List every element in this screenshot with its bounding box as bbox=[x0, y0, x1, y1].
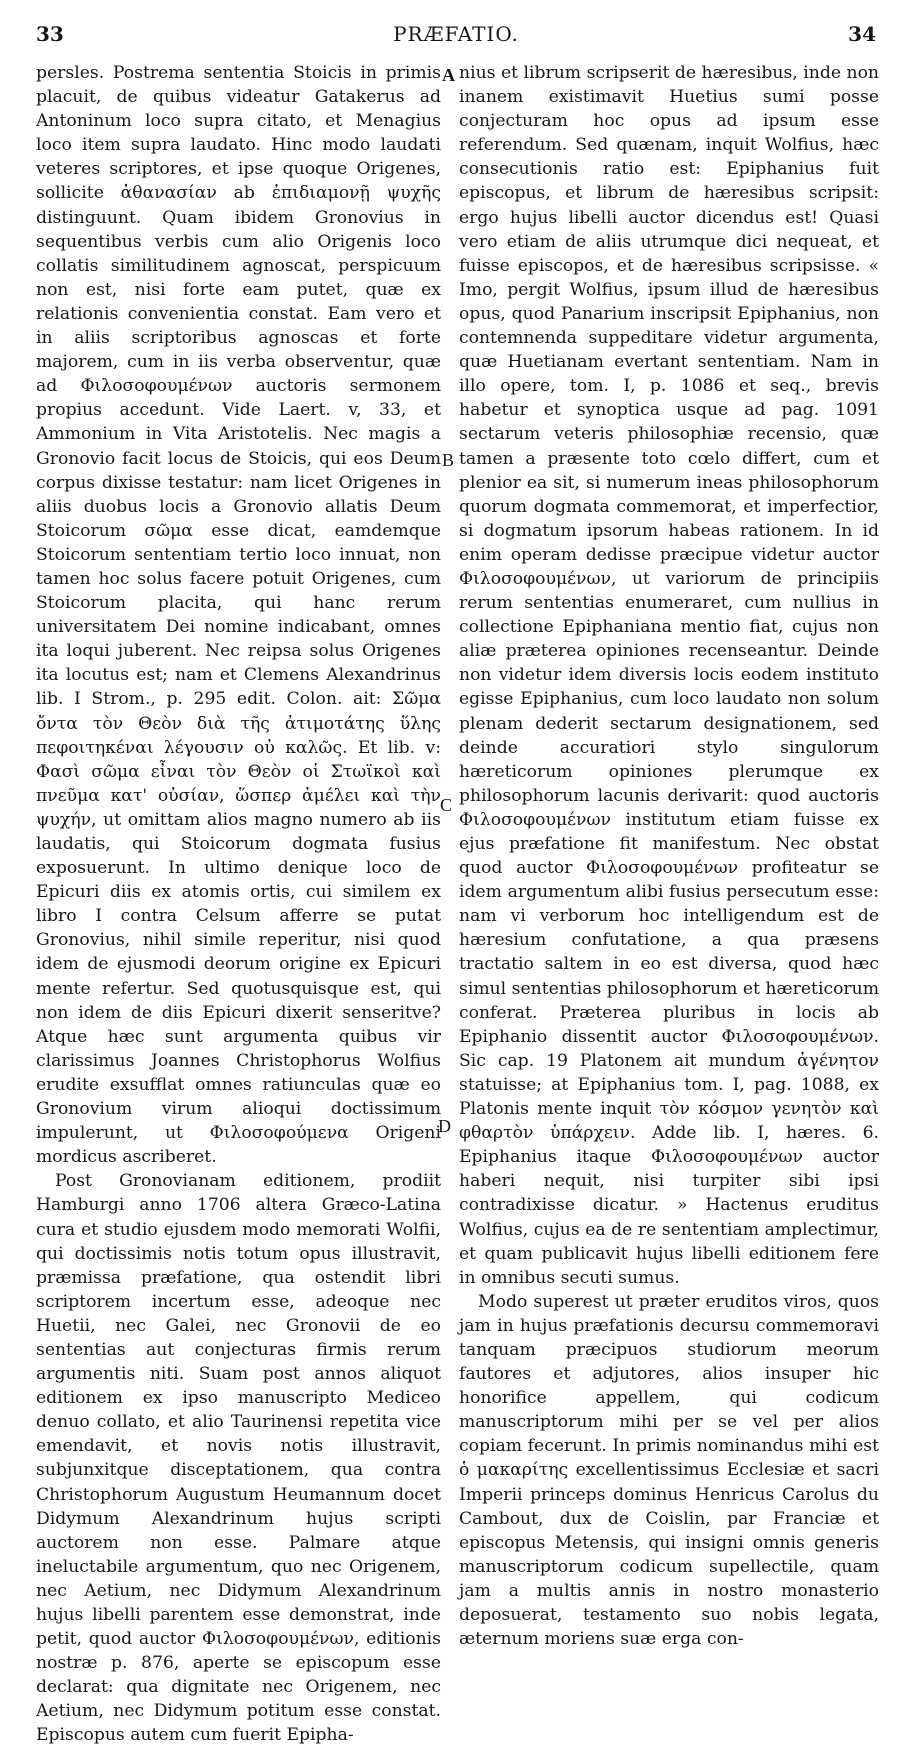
right-paragraph-1: nius et librum scripserit de hæresibus, inde non inanem existimavit Huetius sumi posse conjecturam hoc opus ad ipsum esse referendum. Sed quænam, inquit Wolfius, hæc consecutionis ratio est: Epiphanius fuit episcopus, et librum de hæresibus scripsit: ergo hujus libelli auctor dicendus est! Quasi vero etiam de aliis utrumque dici nequeat, et fuisse episcopos, et de hæresibus scripsisse. « Imo, pergit Wolfius, ipsum illud de hæresibus opus, quod Panarium inscripsit Epiphanius, non contemnenda suppeditare videtur argumenta, quæ Huetianam evertant sententiam. Nam in illo opere, tom. I, p. 1086 et seq., brevis habetur et synoptica usque ad pag. 1091 sectarum veteris philosophiæ recensio, quæ tamen a præsente toto cœlo differt, cum et plenior ea sit, si numerum ineas philosophorum quorum dogmata commemorat, et imperfectior, si dogmatum ipsorum habeas rationem. In id enim operam dedisse præcipue videtur auctor Φιλοσοφουμένων, ut variorum de principiis rerum sententias enumeraret, cum nullius in collectione Epiphaniana mentio fiat, cujus non aliæ præterea opiniones recenseantur. Deinde non videtur idem diversis locis eodem instituto egisse Epiphanius, cum loco laudato non solum plenam dederit sectarum designationem, sed deinde accuratiori stylo singulorum hæreticorum opiniones plerumque ex philosophorum lacunis derivarit: quod auctoris Φιλοσοφουμένων institutum etiam fuisse ex ejus præfatione fit manifestum. Nec obstat quod auctor Φιλοσοφουμένων profiteatur se idem argumentum alibi fusius persecutum esse: nam vi verborum hoc intelligendum est de hæresium confutatione, a qua præsens tractatio saltem in eo est diversa, quod hæc simul sententias philosophorum et hæreticorum conferat. Præterea pluribus in locis ab Epiphanio dissentit auctor Φιλοσοφουμένων. Sic cap. 19 Platonem ait mundum ἀγένητον statuisse; at Epiphanius tom. I, pag. 1088, ex Platonis mente inquit τὸν κόσμον γενητὸν καὶ φθαρτὸν ὑπάρχειν. Adde lib. I, hæres. 6. Epiphanius itaque Φιλοσοφουμένων auctor haberi nequit, nisi turpiter sibi ipsi contradixisse dicatur. » Hactenus eruditus Wolfius, cujus ea de re sententiam amplectimur, et quam publicavit hujus libelli editionem fere in omnibus secuti sumus. bbox=[459, 63, 879, 1288]
right-column bbox=[459, 61, 879, 1651]
left-column bbox=[36, 61, 441, 1748]
margin-letter-c: C bbox=[440, 795, 453, 815]
page-number-left: 33 bbox=[36, 22, 64, 46]
margin-letter-b: B bbox=[442, 450, 455, 470]
left-paragraph-2: Post Gronovianam editionem, prodiit Hamburgi anno 1706 altera Græco-Latina cura et studio ejusdem modo memorati Wolfii, qui doctissimis notis totum opus illustravit, præmissa præfatione, qua ostendit libri scriptorem incertum esse, adeoque nec Huetii, nec Galei, nec Gronovii de eo sententias aut conjecturas firmis rerum argumentis niti. Suam post annos aliquot editionem ex ipso manuscripto Mediceo denuo collato, et alio Taurinensi repetita vice emendavit, et novis notis illustravit, subjunxitque disceptationem, qua contra Christophorum Augustum Heumannum docet Didymum Alexandrinum hujus scripti auctorem non esse. Palmare atque ineluctabile argumentum, quo nec Origenem, nec Aetium, nec Didymum Alexandrinum hujus libelli parentem esse demonstrat, inde petit, quod auctor Φιλοσοφουμένων, editionis nostræ p. 876, aperte se episcopum esse declarat: qua dignitate nec Origenem, nec Aetium, nec Didymum potitum esse constat. Episcopus autem cum fuerit Epipha- bbox=[36, 1171, 441, 1746]
running-header bbox=[36, 22, 876, 52]
margin-letter-d: D bbox=[438, 1116, 451, 1136]
margin-letter-a: A bbox=[442, 65, 455, 85]
page-number-right: 34 bbox=[848, 22, 876, 46]
running-title: PRÆFATIO. bbox=[393, 22, 519, 46]
left-paragraph-1: persles. Postrema sententia Stoicis in primis placuit, de quibus videatur Gatakerus ad Antoninum loco supra citato, et Menagius loco item supra laudato. Hinc modo laudati veteres scriptores, et ipse quoque Origenes, sollicite ἀθανασίαν ab ἐπιδιαμονῇ ψυχῆς distinguunt. Quam ibidem Gronovius in sequentibus verbis cum alio Origenis loco collatis similitudinem agnoscat, perspicuum non est, nisi forte eam putet, quæ ex relationis convenientia constat. Eam vero et in aliis scriptoribus agnoscas et forte majorem, cum in iis verba observentur, quæ ad Φιλοσοφουμένων auctoris sermonem propius accedunt. Vide Laert. v, 33, et Ammonium in Vita Aristotelis. Nec magis a Gronovio facit locus de Stoicis, qui eos Deum corpus dixisse testatur: nam licet Origenes in aliis duobus locis a Gronovio allatis Deum Stoicorum σῶμα esse dicat, eamdemque Stoicorum sententiam tertio loco innuat, non tamen hoc solus facere potuit Origenes, cum Stoicorum placita, qui hanc rerum universitatem Dei nomine indicabant, omnes ita loqui juberent. Nec reipsa solus Origenes ita locutus est; nam et Clemens Alexandrinus lib. I Strom., p. 295 edit. Colon. ait: Σῶμα ὄντα τὸν Θεὸν διὰ τῆς ἀτιμοτάτης ὕλης πεφοιτηκέναι λέγουσιν οὐ καλῶς. Et lib. v: Φασὶ σῶμα εἶναι τὸν Θεὸν οἱ Στωϊκοὶ καὶ πνεῦμα κατ' οὐσίαν, ὥσπερ ἀμέλει καὶ τὴν ψυχήν, ut omittam alios magno numero ab iis laudatis, qui Stoicorum dogmata fusius exposuerunt. In ultimo denique loco de Epicuri diis ex atomis ortis, cui similem ex libro I contra Celsum afferre se putat Gronovius, nihil simile reperitur, nisi quod idem de ejusmodi deorum origine ex Epicuri mente refertur. Sed quotusquisque est, qui non idem de diis Epicuri dixerit senseritve? Atque hæc sunt argumenta quibus vir clarissimus Joannes Christophorus Wolfius erudite exsufflat omnes ratiunculas quæ eo Gronovium virum alioqui doctissimum impulerunt, ut Φιλοσοφούμενα Origeni mordicus ascriberet. bbox=[36, 63, 441, 1168]
right-paragraph-2: Modo superest ut præter eruditos viros, quos jam in hujus præfationis decursu commemoravi tanquam præcipuos studiorum meorum fautores et adjutores, alios insuper hic honorifice appellem, qui codicum manuscriptorum mihi per se vel per alios copiam fecerunt. In primis nominandus mihi est ὁ μακαρίτης excellentissimus Ecclesiæ et sacri Imperii princeps dominus Henricus Carolus du Cambout, dux de Coislin, par Franciæ et episcopus Metensis, qui insigni omnis generis manuscriptorum codicum supellectile, quam jam a multis annis in nostro monasterio deposuerat, testamento suo nobis legata, æternum moriens suæ erga con- bbox=[459, 1291, 879, 1650]
